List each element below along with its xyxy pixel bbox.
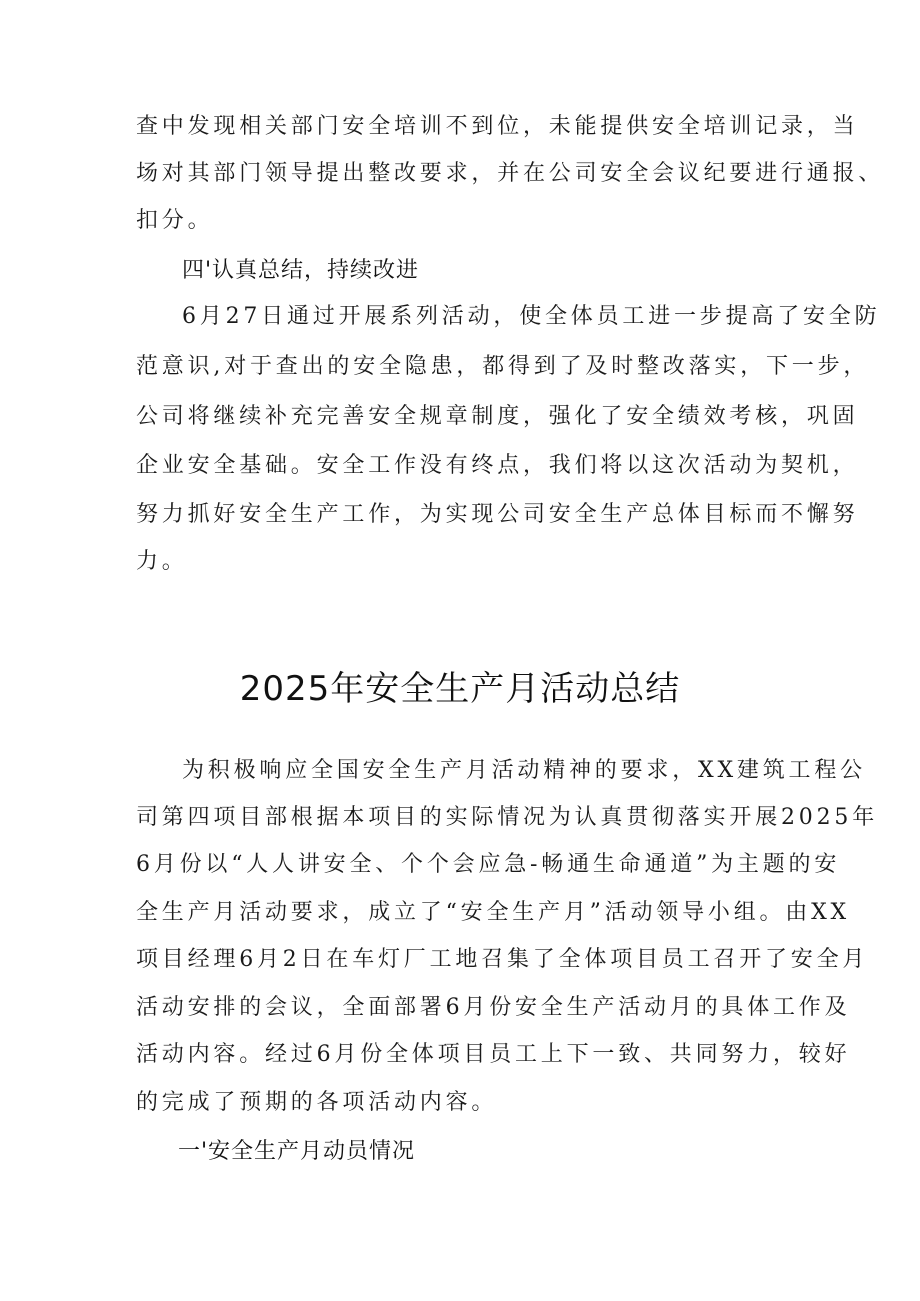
paragraph-line: 企业安全基础。安全工作没有终点，我们将以这次活动为契机，	[136, 453, 859, 478]
paragraph-line: 6月份以“人人讲安全、个个会应急-畅通生命通道”为主题的安	[136, 852, 841, 877]
paragraph-line: 公司将继续补充完善安全规章制度，强化了安全绩效考核，巩固	[136, 404, 859, 429]
paragraph-line: 努力抓好安全生产工作，为实现公司安全生产总体目标而不懈努	[136, 502, 859, 527]
paragraph-line: 为积极响应全国安全生产月活动精神的要求，XX建筑工程公	[182, 758, 866, 783]
paragraph-line: 全生产月活动要求，成立了“安全生产月”活动领导小组。由XX	[136, 900, 851, 925]
section-heading-1: 一'安全生产月动员情况	[178, 1139, 416, 1164]
paragraph-line: 扣分。	[136, 208, 214, 233]
paragraph-line: 的完成了预期的各项活动内容。	[136, 1090, 498, 1115]
paragraph-line: 范意识,对于查出的安全隐患，都得到了及时整改落实，下一步，	[136, 354, 870, 379]
document-title: 2025年安全生产月活动总结	[239, 669, 681, 709]
paragraph-line: 司第四项目部根据本项目的实际情况为认真贯彻落实开展2025年	[136, 805, 878, 830]
paragraph-line: 项目经理6月2日在车灯厂工地召集了全体项目员工召开了安全月	[136, 947, 869, 972]
paragraph-line: 力。	[136, 549, 188, 574]
paragraph-line: 场对其部门领导提出整改要求，并在公司安全会议纪要进行通报、	[136, 161, 885, 186]
paragraph-line: 6月27日通过开展系列活动，使全体员工进一步提高了安全防	[182, 304, 881, 329]
section-heading-4: 四'认真总结，持续改进	[182, 258, 420, 283]
paragraph-line: 活动安排的会议，全面部署6月份安全生产活动月的具体工作及	[136, 995, 851, 1020]
paragraph-line: 活动内容。经过6月份全体项目员工上下一致、共同努力，较好	[136, 1042, 851, 1067]
paragraph-line: 查中发现相关部门安全培训不到位，未能提供安全培训记录，当	[136, 114, 859, 139]
